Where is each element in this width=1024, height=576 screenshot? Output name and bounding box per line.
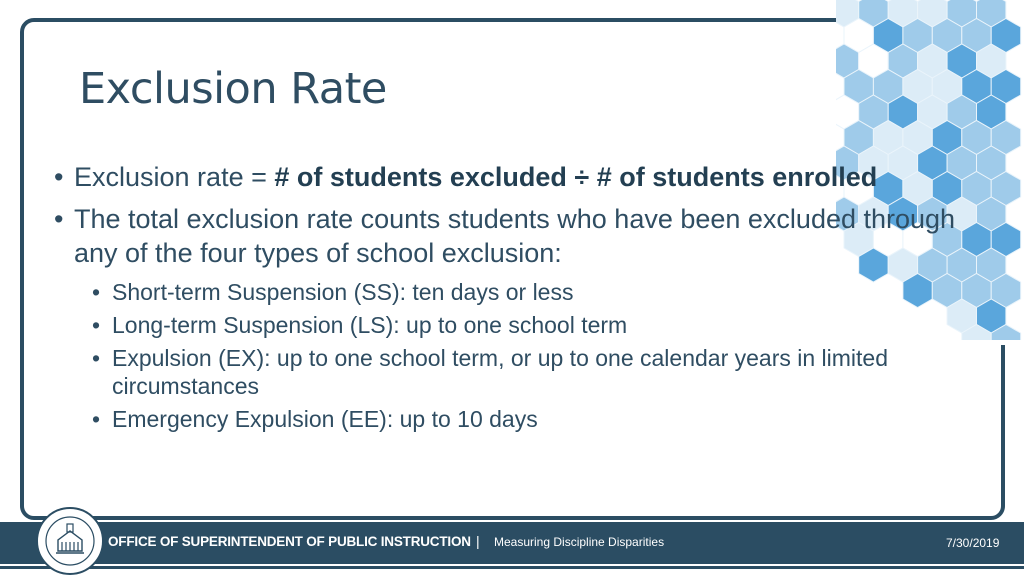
subbullet-short-term: • Short-term Suspension (SS): ten days or less: [54, 278, 984, 306]
state-seal-icon: [36, 507, 104, 575]
subbullet-long-term: • Long-term Suspension (LS): up to one school term: [54, 311, 984, 339]
subbullet-expulsion: • Expulsion (EX): up to one school term, or up to one calendar years in limited circumstances: [54, 344, 984, 400]
org-name: OFFICE OF SUPERINTENDENT OF PUBLIC INSTRUCTION: [108, 534, 471, 549]
slide-body: [54, 160, 984, 438]
bullet-total-exclusion: • The total exclusion rate counts students who have been excluded through any of the four types of school exclusion:: [54, 202, 984, 270]
footer-line: [0, 566, 1024, 569]
slide-title: Exclusion Rate: [79, 64, 387, 114]
presentation-subtitle: Measuring Discipline Disparities: [494, 535, 665, 549]
bullet-prefix: Exclusion rate =: [74, 162, 275, 192]
subbullet-emergency: • Emergency Expulsion (EE): up to 10 days: [54, 405, 984, 433]
footer-separator: |: [476, 533, 480, 549]
bullet-exclusion-rate: [54, 160, 984, 194]
slide-date: 7/30/2019: [946, 536, 1000, 550]
bullet-formula: # of students excluded ÷ # of students enrolled: [274, 162, 878, 192]
